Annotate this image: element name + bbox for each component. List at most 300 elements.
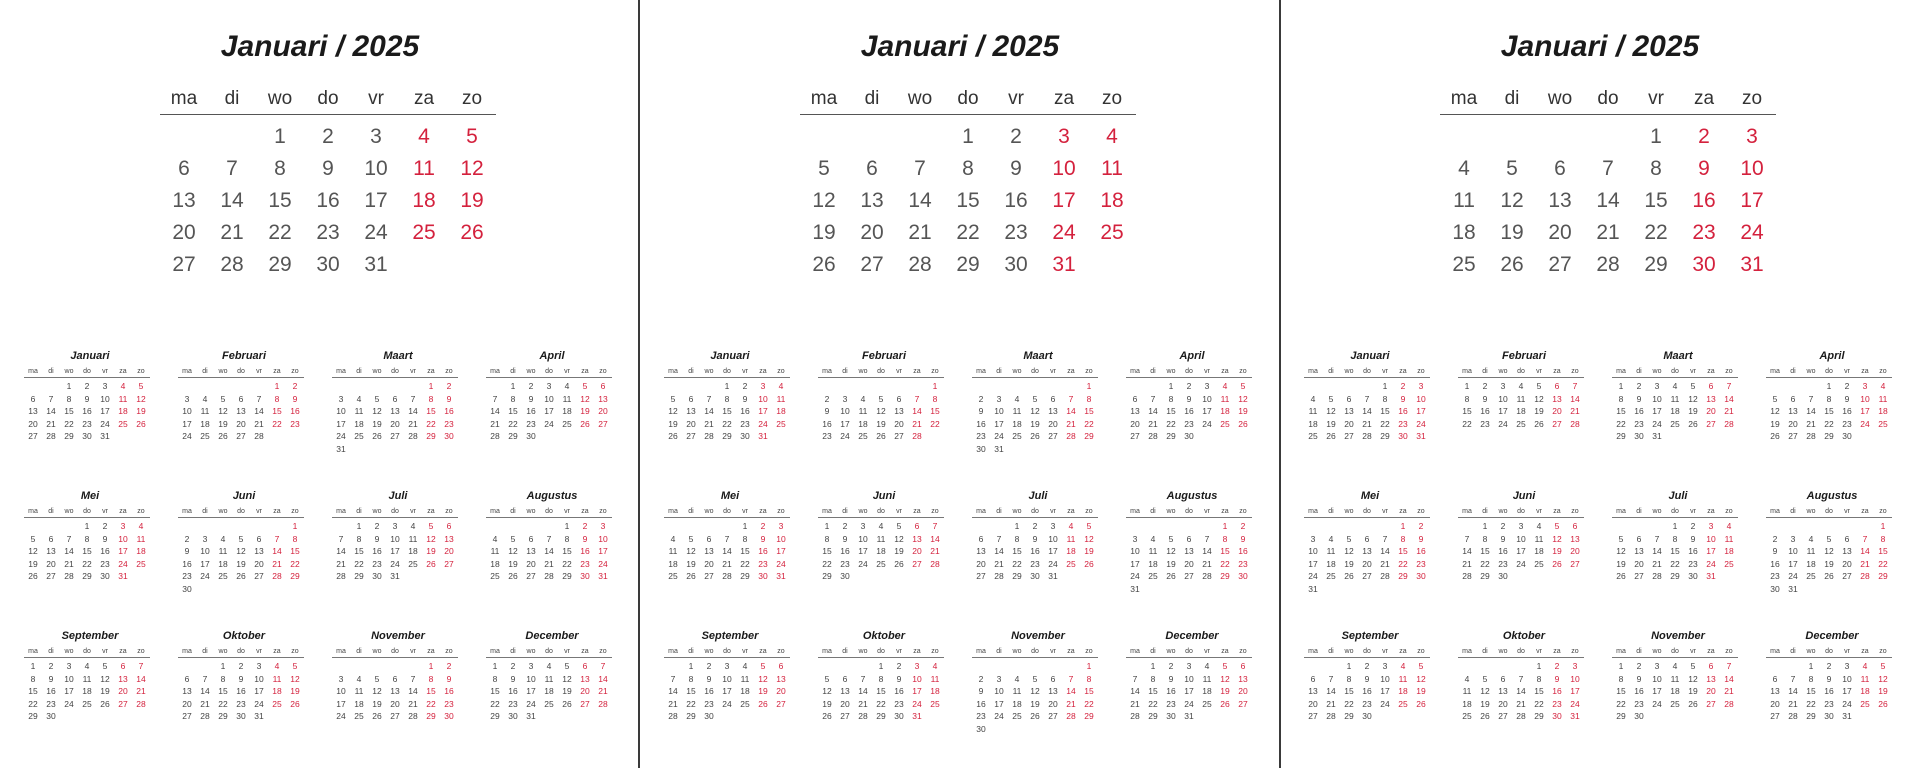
day-cell: 29 (82, 571, 92, 581)
day-cell: 22 (490, 698, 500, 709)
day-cell: 27 (840, 711, 850, 721)
day-cell: 27 (776, 698, 786, 709)
day-cell: 3 (370, 125, 382, 148)
day-cell: 26 (894, 558, 904, 569)
day-cell: 5 (1880, 661, 1886, 671)
header-rule (178, 657, 304, 658)
day-cell: 31 (1842, 711, 1852, 721)
weekday-header: ma (1616, 508, 1626, 515)
weekday-header: vr (1050, 368, 1056, 375)
weekday-header: ma (336, 648, 346, 655)
weekday-header: do (1363, 648, 1371, 655)
day-cell: 5 (102, 661, 108, 671)
day-cell: 11 (200, 406, 210, 416)
day-cell: 12 (1552, 533, 1562, 544)
day-cell: 31 (912, 711, 922, 721)
month-juli (1612, 488, 1744, 583)
weekday-header: za (119, 368, 127, 375)
weekday-header: za (759, 648, 767, 655)
month-april (1766, 348, 1898, 443)
weekday-header: do (957, 88, 979, 109)
day-cell: 17 (1706, 546, 1716, 556)
empty-day-cell (1488, 121, 1536, 153)
day-cell: 2 (1772, 533, 1778, 544)
day-cell: 3 (760, 381, 766, 391)
day-cell: 14 (1570, 393, 1580, 404)
weekday-header: vr (1050, 508, 1056, 515)
day-cell: 21 (1860, 558, 1870, 569)
day-cell: 8 (742, 533, 748, 544)
day-cell: 30 (1634, 431, 1644, 441)
day-cell: 2 (842, 521, 848, 531)
empty-day-cell (214, 380, 232, 393)
day-cell: 9 (742, 393, 748, 404)
day-cell: 16 (1238, 546, 1248, 556)
day-cell: 7 (138, 661, 144, 671)
day-cell: 11 (1012, 686, 1022, 696)
day-cell: 13 (1770, 686, 1780, 696)
day-cell: 20 (1238, 686, 1248, 696)
day-cell: 22 (1670, 558, 1680, 569)
day-cell: 4 (1400, 661, 1406, 671)
day-cell: 29 (218, 711, 228, 721)
day-cell: 19 (822, 698, 832, 709)
day-cell: 11 (218, 546, 228, 556)
day-cell: 12 (1770, 406, 1780, 416)
day-cell: 14 (1066, 406, 1076, 416)
day-cell: 16 (1398, 406, 1408, 416)
day-cell: 24 (1516, 558, 1526, 569)
day-cell: 28 (598, 698, 608, 709)
day-cell: 6 (1050, 673, 1056, 684)
empty-day-cell (682, 520, 700, 533)
day-cell: 28 (1148, 431, 1158, 441)
day-cell: 21 (408, 418, 418, 429)
day-cell: 4 (1014, 393, 1020, 404)
day-cell: 23 (526, 418, 536, 429)
weekday-header: di (1482, 508, 1488, 515)
day-cell: 16 (1166, 686, 1176, 696)
weekday-header: za (1067, 648, 1075, 655)
day-cell: 18 (1308, 418, 1318, 429)
empty-day-cell (1322, 380, 1340, 393)
day-cell: 16 (290, 406, 300, 416)
day-cell: 19 (1770, 418, 1780, 429)
day-cell: 16 (444, 406, 454, 416)
month-name: November (1011, 630, 1065, 642)
day-cell: 23 (372, 558, 382, 569)
month-augustus (1126, 488, 1258, 595)
weekday-header: za (427, 648, 435, 655)
day-cell: 19 (1552, 546, 1562, 556)
month-mei (664, 488, 796, 583)
day-cell: 14 (408, 406, 418, 416)
weekday-header: za (427, 368, 435, 375)
day-cell: 23 (316, 221, 340, 244)
weekday-header: vr (410, 368, 416, 375)
day-cell: 22 (1480, 558, 1490, 569)
day-cell: 6 (1844, 533, 1850, 544)
weekday-header: wo (1498, 648, 1508, 655)
day-cell: 2 (292, 381, 298, 391)
day-cell: 2 (582, 521, 588, 531)
day-cell: 17 (100, 406, 110, 416)
day-cell: 1 (1880, 521, 1886, 531)
weekday-header: wo (1012, 368, 1022, 375)
day-cell: 14 (1462, 546, 1472, 556)
day-cell: 11 (1148, 546, 1158, 556)
month-name: December (1805, 630, 1859, 642)
day-cell: 15 (686, 686, 696, 696)
month-grid (972, 507, 1104, 583)
day-cell: 5 (1418, 661, 1424, 671)
day-cell: 11 (1066, 533, 1076, 544)
weekday-header: do (237, 368, 245, 375)
day-cell: 22 (1616, 698, 1626, 709)
day-cell: 25 (1534, 558, 1544, 569)
day-cell: 25 (1516, 418, 1526, 429)
day-cell: 23 (894, 698, 904, 709)
day-cell: 31 (994, 443, 1004, 454)
day-cell: 10 (994, 406, 1004, 416)
day-cell: 17 (1842, 686, 1852, 696)
weekday-header: do (877, 508, 885, 515)
day-cell: 30 (46, 711, 56, 721)
month-november (332, 628, 464, 723)
day-cell: 13 (912, 533, 922, 544)
day-cell: 25 (668, 571, 678, 581)
day-cell: 11 (1860, 673, 1870, 684)
day-cell: 19 (1688, 686, 1698, 696)
month-name: Juli (1668, 490, 1688, 502)
header-rule (486, 657, 612, 658)
day-cell: 12 (1534, 393, 1544, 404)
day-cell: 8 (1150, 673, 1156, 684)
empty-day-cell (540, 520, 558, 533)
day-cell: 5 (138, 381, 144, 391)
day-cell: 7 (914, 393, 920, 404)
weekday-header: za (1707, 648, 1715, 655)
day-cell: 4 (1150, 533, 1156, 544)
weekday-header: zo (1879, 508, 1887, 515)
day-cell: 30 (1634, 711, 1644, 721)
weekday-header: ma (1616, 368, 1626, 375)
day-cell: 23 (740, 418, 750, 429)
day-cell: 12 (1500, 189, 1524, 212)
day-cell: 7 (410, 673, 416, 684)
day-cell: 20 (1184, 558, 1194, 569)
day-cell: 23 (1362, 698, 1372, 709)
day-cell: 1 (742, 521, 748, 531)
day-cell: 22 (426, 698, 436, 709)
day-cell: 10 (200, 546, 210, 556)
day-cell: 13 (894, 406, 904, 416)
day-cell: 15 (1084, 686, 1094, 696)
day-cell: 17 (1380, 686, 1390, 696)
day-cell: 1 (962, 125, 974, 148)
day-cell: 25 (490, 571, 500, 581)
day-cell: 13 (1788, 406, 1798, 416)
day-cell: 4 (1014, 673, 1020, 684)
day-cell: 11 (1516, 393, 1526, 404)
day-cell: 10 (840, 406, 850, 416)
day-cell: 21 (1570, 406, 1580, 416)
day-cell: 26 (1238, 418, 1248, 429)
weekday-header: di (1790, 648, 1796, 655)
day-cell: 1 (356, 521, 362, 531)
month-december (486, 628, 618, 723)
day-cell: 11 (740, 673, 750, 684)
header-rule (1304, 657, 1430, 658)
weekday-header: vr (564, 368, 570, 375)
day-cell: 31 (1570, 711, 1580, 721)
day-cell: 7 (724, 533, 730, 544)
month-december (1126, 628, 1258, 723)
day-cell: 14 (912, 406, 922, 416)
day-cell: 28 (722, 571, 732, 581)
day-cell: 11 (1670, 673, 1680, 684)
weekday-header: ma (28, 508, 38, 515)
day-cell: 15 (218, 686, 228, 696)
empty-day-cell (24, 380, 42, 393)
day-cell: 23 (1498, 558, 1508, 569)
day-cell: 6 (1050, 393, 1056, 404)
day-cell: 27 (912, 558, 922, 569)
day-cell: 13 (976, 546, 986, 556)
day-cell: 8 (1880, 533, 1886, 544)
day-cell: 27 (860, 253, 884, 276)
day-cell: 18 (1066, 546, 1076, 556)
day-cell: 28 (1724, 698, 1734, 709)
day-cell: 23 (822, 431, 832, 441)
day-cell: 24 (1860, 418, 1870, 429)
weekday-header: di (202, 368, 208, 375)
day-cell: 22 (1878, 558, 1888, 569)
weekday-header: wo (704, 368, 714, 375)
day-cell: 14 (1066, 686, 1076, 696)
day-cell: 15 (722, 406, 732, 416)
day-cell: 29 (1380, 431, 1390, 441)
day-cell: 18 (562, 406, 572, 416)
day-cell: 1 (428, 661, 434, 671)
day-cell: 10 (858, 533, 868, 544)
day-cell: 16 (1498, 546, 1508, 556)
day-cell: 28 (254, 431, 264, 441)
day-cell: 30 (704, 711, 714, 721)
month-name: April (1179, 350, 1205, 362)
weekday-header: zo (777, 368, 785, 375)
day-cell: 12 (686, 546, 696, 556)
month-name: Oktober (222, 630, 266, 642)
day-cell: 26 (1326, 431, 1336, 441)
day-cell: 3 (860, 521, 866, 531)
month-grid (972, 647, 1104, 735)
day-cell: 23 (1398, 418, 1408, 429)
day-cell: 25 (1452, 253, 1476, 276)
weekday-header: di (842, 648, 848, 655)
day-cell: 4 (1862, 661, 1868, 671)
weekday-header: za (1553, 368, 1561, 375)
day-cell: 9 (1690, 533, 1696, 544)
day-cell: 14 (1724, 673, 1734, 684)
day-cell: 29 (722, 431, 732, 441)
day-cell: 19 (1238, 406, 1248, 416)
day-cell: 25 (1724, 558, 1734, 569)
empty-day-cell (818, 660, 836, 673)
day-cell: 11 (668, 546, 678, 556)
day-cell: 24 (1706, 558, 1716, 569)
day-cell: 16 (1480, 406, 1490, 416)
empty-day-cell (1126, 660, 1144, 673)
empty-day-cell (504, 520, 522, 533)
day-cell: 12 (218, 406, 228, 416)
day-cell: 23 (976, 711, 986, 721)
day-cell: 20 (1570, 546, 1580, 556)
day-cell: 2 (706, 661, 712, 671)
empty-day-cell (990, 660, 1008, 673)
day-cell: 31 (1652, 431, 1662, 441)
day-cell: 20 (1552, 406, 1562, 416)
day-cell: 21 (1066, 418, 1076, 429)
header-rule (1766, 377, 1892, 378)
day-cell: 12 (100, 673, 110, 684)
weekday-header: wo (1498, 508, 1508, 515)
day-cell: 28 (1724, 418, 1734, 429)
day-cell: 10 (1308, 546, 1318, 556)
month-grid (972, 367, 1104, 455)
day-cell: 30 (1416, 571, 1426, 581)
day-cell: 12 (1326, 406, 1336, 416)
day-cell: 28 (1860, 571, 1870, 581)
day-cell: 25 (1670, 418, 1680, 429)
day-cell: 23 (46, 698, 56, 709)
weekday-header: vr (256, 368, 262, 375)
day-cell: 18 (1202, 686, 1212, 696)
day-cell: 16 (526, 406, 536, 416)
day-cell: 24 (336, 431, 346, 441)
day-cell: 7 (256, 393, 262, 404)
weekday-header: do (391, 648, 399, 655)
weekday-header: do (1185, 508, 1193, 515)
day-cell: 5 (582, 381, 588, 391)
empty-day-cell (1304, 660, 1322, 673)
day-cell: 8 (1482, 533, 1488, 544)
day-cell: 24 (1184, 698, 1194, 709)
day-cell: 13 (1048, 686, 1058, 696)
weekday-header: do (1517, 508, 1525, 515)
day-cell: 27 (1362, 571, 1372, 581)
empty-day-cell (1630, 520, 1648, 533)
month-name: Mei (720, 490, 740, 502)
day-cell: 3 (778, 521, 784, 531)
day-cell: 14 (254, 406, 264, 416)
weekday-header: wo (1806, 648, 1816, 655)
day-cell: 5 (220, 393, 226, 404)
empty-day-cell (1584, 121, 1632, 153)
day-cell: 9 (1500, 533, 1506, 544)
empty-day-cell (1494, 660, 1512, 673)
day-cell: 19 (1688, 406, 1698, 416)
day-cell: 22 (562, 558, 572, 569)
month-grid (664, 507, 796, 583)
day-cell: 5 (1772, 393, 1778, 404)
weekday-header: zo (1239, 508, 1247, 515)
weekday-header: za (119, 508, 127, 515)
day-cell: 28 (336, 571, 346, 581)
day-cell: 8 (564, 533, 570, 544)
day-cell: 29 (1220, 571, 1230, 581)
empty-day-cell (1044, 660, 1062, 673)
month-grid (178, 647, 310, 723)
day-cell: 5 (1536, 381, 1542, 391)
month-grid (1612, 647, 1744, 723)
day-cell: 12 (1688, 673, 1698, 684)
month-september (1304, 628, 1436, 723)
month-grid (664, 647, 796, 723)
day-cell: 27 (704, 571, 714, 581)
header-rule (486, 377, 612, 378)
day-cell: 29 (1398, 571, 1408, 581)
day-cell: 23 (1842, 418, 1852, 429)
weekday-header: ma (490, 648, 500, 655)
day-cell: 19 (1878, 686, 1888, 696)
month-grid (1766, 367, 1898, 443)
day-cell: 8 (274, 157, 286, 180)
day-cell: 18 (740, 686, 750, 696)
month-grid (486, 647, 618, 723)
weekday-header: vr (1536, 368, 1542, 375)
day-cell: 17 (1740, 189, 1764, 212)
day-cell: 18 (1012, 698, 1022, 709)
day-cell: 5 (1506, 157, 1518, 180)
day-cell: 5 (1482, 673, 1488, 684)
weekday-header: vr (742, 508, 748, 515)
weekday-header: do (1671, 648, 1679, 655)
day-cell: 19 (100, 686, 110, 696)
month-grid (1126, 507, 1258, 595)
day-cell: 18 (354, 418, 364, 429)
empty-day-cell (368, 380, 386, 393)
weekday-header: ma (490, 508, 500, 515)
day-cell: 2 (1032, 521, 1038, 531)
day-cell: 30 (444, 431, 454, 441)
day-cell: 22 (268, 221, 292, 244)
day-cell: 17 (1652, 406, 1662, 416)
day-cell: 16 (1692, 189, 1716, 212)
weekday-header: zo (1879, 368, 1887, 375)
day-cell: 16 (704, 686, 714, 696)
day-cell: 22 (1380, 418, 1390, 429)
weekday-header: vr (1204, 368, 1210, 375)
day-cell: 30 (100, 571, 110, 581)
day-cell: 20 (894, 418, 904, 429)
day-cell: 21 (668, 698, 678, 709)
day-cell: 26 (1030, 431, 1040, 441)
weekday-header: ma (1770, 508, 1780, 515)
day-cell: 5 (1690, 381, 1696, 391)
day-cell: 3 (1500, 381, 1506, 391)
day-cell: 1 (1464, 381, 1470, 391)
day-cell: 1 (1536, 661, 1542, 671)
day-cell: 9 (510, 673, 516, 684)
day-cell: 17 (364, 189, 388, 212)
day-cell: 27 (46, 571, 56, 581)
day-cell: 17 (912, 686, 922, 696)
day-cell: 10 (1788, 546, 1798, 556)
day-cell: 18 (930, 686, 940, 696)
day-cell: 28 (1326, 711, 1336, 721)
empty-day-cell (990, 380, 1008, 393)
